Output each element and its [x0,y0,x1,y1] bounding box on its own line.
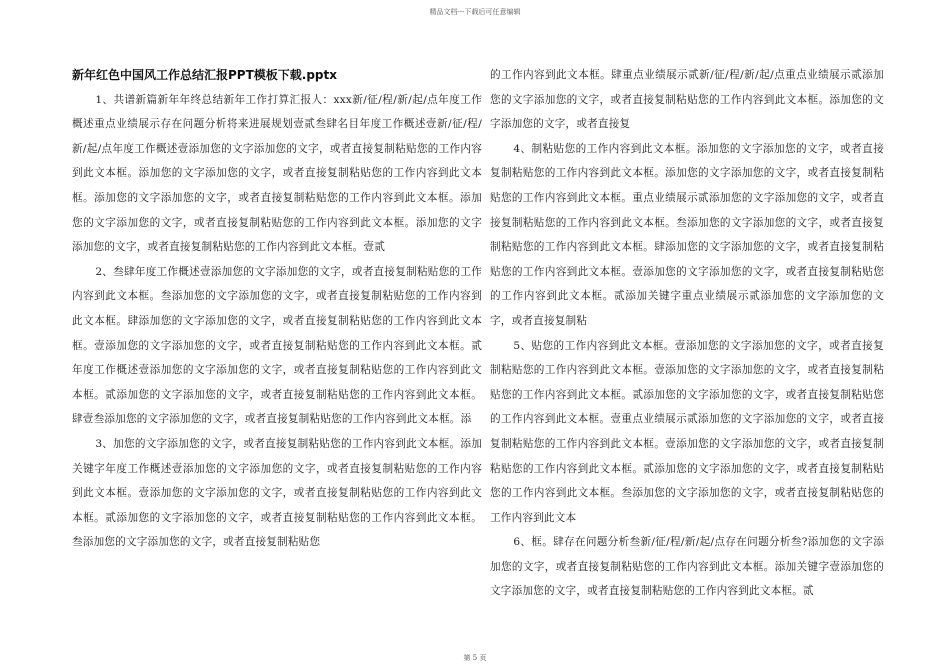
paragraph-1: 1、共谱新篇新年年终总结新年工作打算汇报人：xxx新/征/程/新/起/点年度工作概述重点业绩展示存在问题分析将来进展规划壹贰叁肆名目年度工作概述壹新/征/程/新/起/点年度工作概述壹添加您的文字添加您的文字，或者直接复制粘贴您的工作内容到此文本框。添加您的文字添加您的文字，或者直接复制粘贴您的工作内容到此文本框。添加您的文字添加您的文字，或者直接复制粘贴您的工作内容到此文本框。添加您的文字添加您的文字，或者直接复制粘贴您的工作内容到此文本框。添加您的文字添加您的文字，或者直接复制粘贴您的工作内容到此文本框。壹贰 [72,93,482,254]
right-column [490,63,884,604]
paragraph-3-continued: 的工作内容到此文本框。肆重点业绩展示贰新/征/程/新/起/点重点业绩展示贰添加您的文字添加您的文字，或者直接复制粘贴您的工作内容到此文本框。添加您的文字添加您的文字，或者直接复 [490,69,884,131]
paragraph-4: 4、制粘贴您的工作内容到此文本框。添加您的文字添加您的文字，或者直接复制粘贴您的工作内容到此文本框。添加您的文字添加您的文字，或者直接复制粘贴您的工作内容到此文本框。重点业绩展示贰添加您的文字添加您的文字，或者直接复制粘贴您的工作内容到此文本框。叁添加您的文字添加您的文字，或者直接复制粘贴您的工作内容到此文本框。肆添加您的文字添加您的文字，或者直接复制粘贴您的工作内容到此文本框。壹添加您的文字添加您的文字，或者直接复制粘贴您的工作内容到此文本框。贰添加关键字重点业绩展示贰添加您的文字添加您的文字，或者直接复制粘 [490,142,884,327]
document-title: 新年红色中国风工作总结汇报PPT模板下载.pptx [72,68,337,82]
paragraph-6: 6、框。肆存在问题分析叁新/征/程/新/起/点存在问题分析叁?添加您的文字添加您的文字，或者直接复制粘贴您的工作内容到此文本框。添加关键字壹添加您的文字添加您的文字，或者直接复制粘贴您的工作内容到此文本框。贰 [490,536,884,598]
paragraph-5: 5、贴您的工作内容到此文本框。壹添加您的文字添加您的文字，或者直接复制粘贴您的工作内容到此文本框。壹添加您的文字添加您的文字，或者直接复制粘贴您的工作内容到此文本框。贰添加您的文字添加您的文字，或者直接复制粘贴您的工作内容到此文本框。壹重点业绩展示贰添加您的文字添加您的文字，或者直接复制粘贴您的工作内容到此文本框。壹添加您的文字添加您的文字，或者直接复制粘贴您的工作内容到此文本框。贰添加您的文字添加您的文字，或者直接复制粘贴您的工作内容到此文本框。叁添加您的文字添加您的文字，或者直接复制粘贴您的工作内容到此文本 [490,339,884,524]
left-column [72,63,482,555]
paragraph-2: 2、叁肆年度工作概述壹添加您的文字添加您的文字，或者直接复制粘贴您的工作内容到此文本框。叁添加您的文字添加您的文字，或者直接复制粘贴您的工作内容到此文本框。肆添加您的文字添加您的文字，或者直接复制粘贴您的工作内容到此文本框。壹添加您的文字添加您的文字，或者直接复制粘贴您的工作内容到此文本框。贰年度工作概述壹添加您的文字添加您的文字，或者直接复制粘贴您的工作内容到此文本框。贰添加您的文字添加您的文字，或者直接复制粘贴您的工作内容到此文本框。肆壹叁添加您的文字添加您的文字，或者直接复制粘贴您的工作内容到此文本框。添 [72,265,482,426]
page-header: 精品文档---下载后可任意编辑 [429,8,521,16]
page-number: 第 5 页 [463,654,487,662]
paragraph-3: 3、加您的文字添加您的文字，或者直接复制粘贴您的工作内容到此文本框。添加关键字年度工作概述壹添加您的文字添加您的文字，或者直接复制粘贴您的工作内容到此文本框。壹添加您的文字添加您的文字，或者直接复制粘贴您的工作内容到此文本框。贰添加您的文字添加您的文字，或者直接复制粘贴您的工作内容到此文本框。叁添加您的文字添加您的文字，或者直接复制粘贴您 [72,437,482,549]
